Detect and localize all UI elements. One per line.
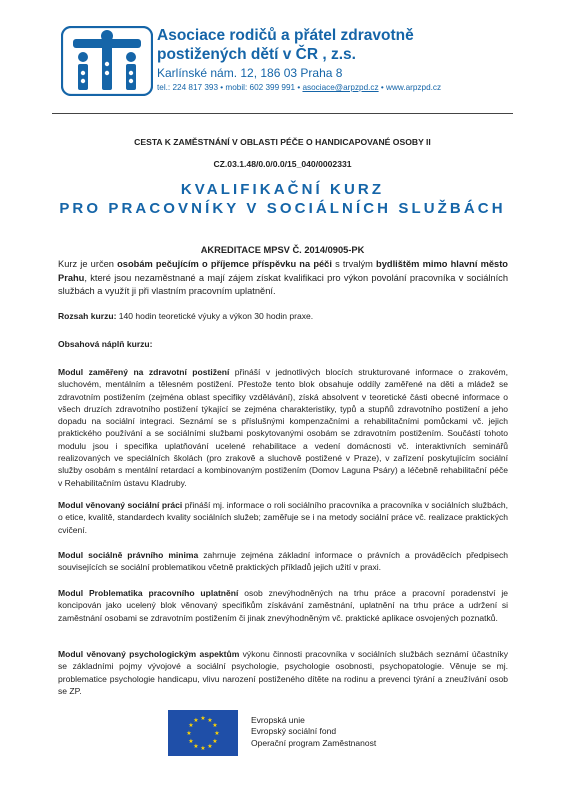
svg-text:★: ★ bbox=[188, 738, 194, 745]
organization-name bbox=[157, 26, 517, 64]
organization-address: Karlínské nám. 12, 186 03 Praha 8 bbox=[157, 66, 343, 80]
project-title: CESTA K ZAMĚSTNÁNÍ V OBLASTI PÉČE O HANDICAPOVANÉ OSOBY II bbox=[134, 137, 431, 147]
eu-funding-text bbox=[251, 715, 376, 749]
course-title-line1: KVALIFIKAČNÍ KURZ bbox=[180, 181, 385, 198]
eu-line3: Operační program Zaměstnanost bbox=[251, 737, 377, 748]
module-health bbox=[58, 366, 508, 489]
organization-name-line1: Asociace rodičů a přátel zdravotně bbox=[157, 27, 414, 44]
scope-label: Rozsah kurzu: bbox=[58, 311, 117, 321]
eu-flag-icon bbox=[168, 710, 238, 756]
svg-text:★: ★ bbox=[186, 730, 192, 737]
module-title: Modul věnovaný psychologickým aspektům bbox=[58, 649, 240, 659]
eu-line1: Evropská unie bbox=[251, 715, 305, 725]
intro-text-c: , které jsou nezaměstnané a mají zájem získat kvalifikaci pro výkon povolání pracovníka v sociálních službách a využít ji při vlastním pracovním uplatnění. bbox=[58, 272, 508, 297]
content-heading bbox=[58, 338, 508, 350]
intro-text-b: s trvalým bbox=[331, 259, 377, 269]
intro-paragraph bbox=[58, 258, 508, 299]
module-text: osob znevýhodněných na trhu práce a pracovní poradenství je koncipován jako ucelený blok věnovaný specifikům získávání zaměstnání, uplatnění na trhu práce a udržení si zaměstnání osobami se zdravotním postižením či jinak znevýhodněným vč. praktické aplikace osvojených poznatků. bbox=[58, 588, 508, 623]
course-scope bbox=[58, 310, 508, 322]
module-title: Modul Problematika pracovního uplatnění bbox=[58, 588, 239, 598]
project-code: CZ.03.1.48/0.0/0.0/15_040/0002331 bbox=[213, 159, 352, 169]
svg-text:★: ★ bbox=[193, 743, 199, 750]
content-heading-text: Obsahová náplň kurzu: bbox=[58, 339, 153, 349]
module-title: Modul věnovaný sociální práci bbox=[58, 500, 183, 510]
svg-text:★: ★ bbox=[214, 730, 220, 737]
svg-text:★: ★ bbox=[207, 717, 213, 724]
organization-name-line2: postižených dětí v ČR , z.s. bbox=[157, 46, 356, 63]
contact-email-link[interactable]: asociace@arpzpd.cz bbox=[302, 83, 379, 92]
module-social-work bbox=[58, 499, 508, 536]
intro-bold-b: bydlištěm mimo hlavní město Prahu bbox=[58, 259, 508, 283]
association-logo bbox=[61, 26, 153, 96]
svg-text:★: ★ bbox=[193, 717, 199, 724]
intro-text-a: Kurz je určen bbox=[58, 259, 118, 269]
accreditation: AKREDITACE MPSV Č. 2014/0905-PK bbox=[200, 245, 365, 255]
svg-text:★: ★ bbox=[188, 722, 194, 729]
contact-web: • www.arpzpd.cz bbox=[378, 83, 442, 92]
svg-text:★: ★ bbox=[200, 715, 206, 722]
svg-text:★: ★ bbox=[212, 738, 218, 745]
svg-text:★: ★ bbox=[207, 743, 213, 750]
contact-phones: tel.: 224 817 393 • mobil: 602 399 991 • bbox=[157, 83, 303, 92]
module-text: zahrnuje zejména základní informace o právních a prováděcích předpisech souvisejících se sociální problematikou včetně praktických příkladů jejich užití v praxi. bbox=[58, 550, 509, 573]
module-text: výkonu činnosti pracovníka v sociálních službách seznámí účastníky se základními pojmy vývojové a sociální psychologie, psychologie osobnosti, psychopatologie. Věnuje se mj. problematice psychologie handicapu, vlivu narození postiženého dítěte na rodinu a prevenci týrání a zneužívání osob se ZP. bbox=[58, 649, 509, 696]
module-title: Modul zaměřený na zdravotní postižení bbox=[58, 367, 230, 377]
module-text: přináší v jednotlivých blocích strukturované informace o zrakovém, sluchovém, mentálním a tělesném postižení. Přestože tento blok obsahuje oddíly zaměřené na děti a mládež se zdravotním postižením (zejména oblast specifiky vzdělávání), získá absolvent v teoretické části obecné informace o všech druzích zdravotního postižení týkající se zejména charakteristiky, typů a stupňů zdravotního postižení a jeho dopadu na sociální integraci. Seznámí se s příslušnými kompenzačními a rehabilitačními pomůckami vč. jejich praktického používání a se sociálními službami poskytovanými osobám se zdravotním postižením. Součástí tohoto modulu jsou i specifika uplatňování ucelené rehabilitace a vedení domácnosti vč. interaktivních seminářů realizovaných ve speciálních školách (pro zrakově a sluchově postižené v Praze), v zařízení poskytujícím sociální služby osobám s mentální retardací a kombinovaným postižením (Domov Laguna Psáry) a léčebně rehabilitační péče v Rehabilitačním ústavu Kladruby. bbox=[58, 367, 508, 488]
header-divider bbox=[52, 113, 513, 114]
module-legal bbox=[58, 549, 508, 574]
module-psychology bbox=[58, 648, 508, 697]
module-title: Modul sociálně právního minima bbox=[58, 550, 199, 560]
organization-contact bbox=[157, 83, 441, 92]
course-title-line2: PRO PRACOVNÍKY V SOCIÁLNÍCH SLUŽBÁCH bbox=[59, 200, 506, 217]
intro-bold-a: osobám pečujícím o příjemce příspěvku na péči bbox=[117, 259, 332, 269]
eu-line2: Evropský sociální fond bbox=[251, 726, 337, 737]
svg-text:★: ★ bbox=[212, 722, 218, 729]
svg-text:★: ★ bbox=[200, 745, 206, 752]
module-employment bbox=[58, 587, 508, 624]
scope-text: 140 hodin teoretické výuky a výkon 30 hodin praxe. bbox=[116, 311, 314, 321]
module-text: přináší mj. informace o roli sociálního pracovníka a pracovníka v sociálních službách, o etice, kvalitě, standardech kvality sociálních služeb; zaměřuje se i na metody sociální práce vč. realizace praktických cvičení. bbox=[58, 500, 508, 535]
